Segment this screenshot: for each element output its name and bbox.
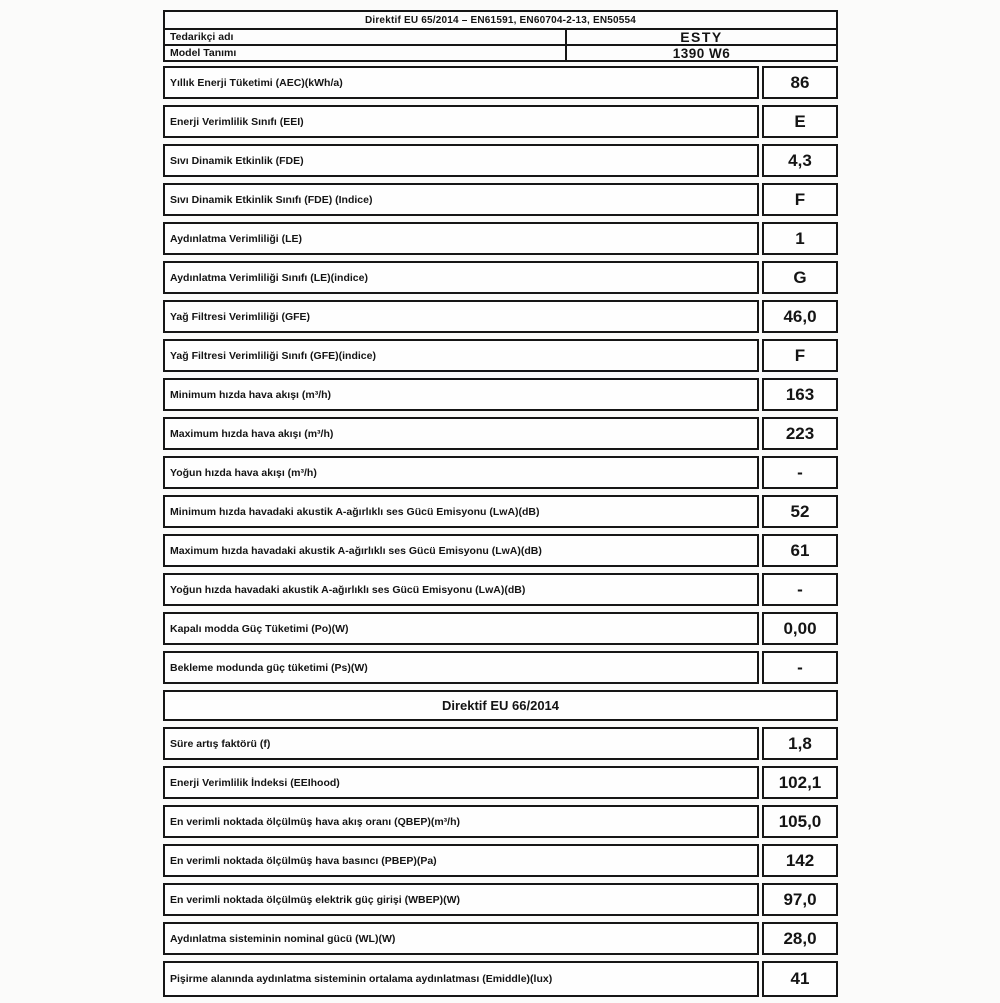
spec-value: 102,1	[762, 766, 838, 799]
spec-label: Sıvı Dinamik Etkinlik (FDE)	[163, 144, 759, 177]
spec-label: Maximum hızda havadaki akustik A-ağırlıklı ses Gücü Emisyonu (LwA)(dB)	[163, 534, 759, 567]
spec-value: 223	[762, 417, 838, 450]
spec-value: 52	[762, 495, 838, 528]
table-row	[163, 339, 838, 372]
spec-sheet	[163, 10, 838, 1003]
spec-label: Minimum hızda havadaki akustik A-ağırlıklı ses Gücü Emisyonu (LwA)(dB)	[163, 495, 759, 528]
spec-value: 97,0	[762, 883, 838, 916]
table-row	[163, 300, 838, 333]
table-row	[163, 651, 838, 684]
table-row	[163, 612, 838, 645]
spec-value: -	[762, 573, 838, 606]
table-row	[163, 805, 838, 838]
table-row	[163, 105, 838, 138]
spec-label: Süre artış faktörü (f)	[163, 727, 759, 760]
spec-label: En verimli noktada ölçülmüş hava basıncı (PBEP)(Pa)	[163, 844, 759, 877]
supplier-label: Tedarikçi adı	[170, 31, 234, 43]
section2-header	[163, 690, 838, 721]
spec-label: Minimum hızda hava akışı (m³/h)	[163, 378, 759, 411]
spec-label: Pişirme alanında aydınlatma sisteminin ortalama aydınlatması (Emiddle)(lux)	[163, 961, 759, 997]
table-row	[163, 844, 838, 877]
model-label: Model Tanımı	[170, 47, 237, 59]
spec-label: Yoğun hızda havadaki akustik A-ağırlıklı ses Gücü Emisyonu (LwA)(dB)	[163, 573, 759, 606]
spec-value: 86	[762, 66, 838, 99]
table-row	[163, 883, 838, 916]
spec-label: Aydınlatma Verimliliği Sınıfı (LE)(indice)	[163, 261, 759, 294]
spec-value: -	[762, 456, 838, 489]
spec-value: 142	[762, 844, 838, 877]
table-row	[163, 534, 838, 567]
table-row	[163, 495, 838, 528]
spec-label: Yıllık Enerji Tüketimi (AEC)(kWh/a)	[163, 66, 759, 99]
spec-value: 1,8	[762, 727, 838, 760]
spec-label: Sıvı Dinamik Etkinlik Sınıfı (FDE) (Indice)	[163, 183, 759, 216]
spec-value: 28,0	[762, 922, 838, 955]
model-row	[165, 44, 836, 60]
spec-label: Yoğun hızda hava akışı (m³/h)	[163, 456, 759, 489]
directive-header	[165, 12, 836, 28]
spec-label: Yağ Filtresi Verimliliği Sınıfı (GFE)(indice)	[163, 339, 759, 372]
spec-label: Aydınlatma Verimliliği (LE)	[163, 222, 759, 255]
spec-value: 1	[762, 222, 838, 255]
table-row	[163, 417, 838, 450]
spec-label: Enerji Verimlilik İndeksi (EEIhood)	[163, 766, 759, 799]
directive-header-text: Direktif EU 65/2014 – EN61591, EN60704-2-13, EN50554	[364, 14, 637, 26]
spec-value: F	[762, 183, 838, 216]
spec-value: 163	[762, 378, 838, 411]
table-row	[163, 727, 838, 760]
header-block	[163, 10, 838, 62]
spec-value: -	[762, 651, 838, 684]
supplier-value: ESTY	[565, 30, 836, 44]
spec-value: 46,0	[762, 300, 838, 333]
table-row	[163, 222, 838, 255]
section2-rows	[163, 727, 838, 997]
spec-value: 61	[762, 534, 838, 567]
table-row	[163, 766, 838, 799]
spec-label: Kapalı modda Güç Tüketimi (Po)(W)	[163, 612, 759, 645]
spec-value: 4,3	[762, 144, 838, 177]
spec-value: 41	[762, 961, 838, 997]
supplier-row	[165, 28, 836, 44]
table-row	[163, 66, 838, 99]
table-row	[163, 183, 838, 216]
spec-label: Aydınlatma sisteminin nominal gücü (WL)(W)	[163, 922, 759, 955]
table-row	[163, 456, 838, 489]
spec-value: 105,0	[762, 805, 838, 838]
table-row	[163, 922, 838, 955]
table-row	[163, 261, 838, 294]
spec-value: E	[762, 105, 838, 138]
spec-value: 0,00	[762, 612, 838, 645]
model-value: 1390 W6	[565, 46, 836, 60]
section1-rows	[163, 66, 838, 684]
spec-value: F	[762, 339, 838, 372]
spec-label: Enerji Verimlilik Sınıfı (EEI)	[163, 105, 759, 138]
table-row	[163, 144, 838, 177]
table-row	[163, 961, 838, 997]
section2-title: Direktif EU 66/2014	[441, 698, 560, 713]
table-row	[163, 378, 838, 411]
spec-label: Maximum hızda hava akışı (m³/h)	[163, 417, 759, 450]
spec-label: Yağ Filtresi Verimliliği (GFE)	[163, 300, 759, 333]
spec-label: En verimli noktada ölçülmüş elektrik güç girişi (WBEP)(W)	[163, 883, 759, 916]
spec-label: Bekleme modunda güç tüketimi (Ps)(W)	[163, 651, 759, 684]
spec-value: G	[762, 261, 838, 294]
spec-label: En verimli noktada ölçülmüş hava akış oranı (QBEP)(m³/h)	[163, 805, 759, 838]
table-row	[163, 573, 838, 606]
